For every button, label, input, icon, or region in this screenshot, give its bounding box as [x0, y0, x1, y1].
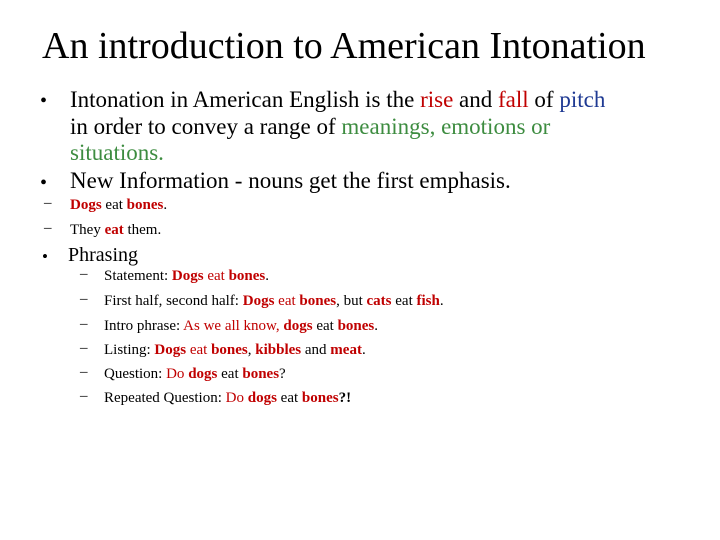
rise-word: rise	[420, 87, 454, 112]
dash-marker: –	[80, 266, 88, 282]
emphasis-word: dogs	[283, 318, 313, 334]
emphasis-word: bones	[242, 366, 280, 382]
example-they-eat-them	[70, 221, 161, 239]
emphasis-word: bones	[337, 318, 375, 334]
text-segment: eat	[203, 268, 229, 284]
meanings-phrase: meanings, emotions or	[341, 114, 551, 139]
dash-marker: –	[80, 388, 88, 404]
phrasing-statement	[104, 267, 269, 285]
emphasis-word: Dogs	[154, 342, 187, 358]
item-label: Intro phrase:	[104, 318, 184, 334]
emphasis-word: bones	[299, 293, 337, 309]
bullet-intonation-line1	[70, 87, 605, 113]
example-dogs-eat-bones	[70, 196, 167, 214]
bullet-marker: •	[40, 90, 48, 112]
bullet-intonation-line3	[70, 140, 164, 166]
dash-marker: –	[80, 340, 88, 356]
slide-title: An introduction to American Intonation	[42, 25, 646, 67]
emphasis-word: bones	[228, 268, 266, 284]
emphasis-word: eat	[104, 222, 124, 238]
text-segment: ?	[279, 366, 286, 382]
situations-word: situations.	[70, 140, 164, 165]
text-segment: and	[453, 87, 498, 112]
emphasis-word: meat	[330, 342, 362, 358]
intro-phrase: As we all know,	[183, 318, 284, 334]
pitch-word: pitch	[559, 87, 606, 112]
dash-marker: –	[80, 364, 88, 380]
fall-word: fall	[498, 87, 529, 112]
text-segment: eat	[217, 366, 243, 382]
item-label: First half, second half:	[104, 293, 243, 309]
emphasis-word: Dogs	[242, 293, 275, 309]
text-segment: them.	[123, 222, 162, 238]
item-label: Question:	[104, 366, 167, 382]
phrasing-intro	[104, 317, 378, 335]
emphasis-word: Dogs	[70, 197, 102, 213]
text-segment: in order to convey a range of	[70, 114, 342, 139]
item-label: Statement:	[104, 268, 172, 284]
emphasis-word: Dogs	[171, 268, 204, 284]
emphasis-word: bones	[211, 342, 248, 358]
text-segment: .	[163, 197, 168, 213]
text-segment: eat	[276, 390, 302, 406]
emphasis-word: fish	[416, 293, 440, 309]
emphasis-word: dogs	[247, 390, 277, 406]
bullet-new-information: New Information - nouns get the first emphasis.	[70, 168, 511, 193]
text-segment: eat	[391, 293, 417, 309]
dash-marker: –	[44, 220, 52, 236]
text-segment: and	[301, 342, 331, 358]
bullet-phrasing: Phrasing	[68, 244, 138, 266]
text-segment: eat	[274, 293, 300, 309]
emphasis-word: cats	[366, 293, 392, 309]
text-segment: .	[439, 293, 444, 309]
dash-marker: –	[80, 316, 88, 332]
item-label: Listing:	[104, 342, 155, 358]
text-segment: ,	[247, 342, 256, 358]
text-segment: ?!	[338, 390, 352, 406]
emphasis-word: bones	[301, 390, 339, 406]
text-segment: eat	[312, 318, 338, 334]
bullet-marker: •	[42, 247, 48, 266]
emphasis-word: dogs	[188, 366, 218, 382]
emphasis-word: kibbles	[255, 342, 302, 358]
text-segment: Intonation in American English is the	[70, 87, 421, 112]
text-segment: eat	[101, 197, 127, 213]
phrasing-question	[104, 365, 286, 383]
text-segment: Do	[225, 390, 248, 406]
emphasis-word: bones	[126, 197, 164, 213]
text-segment: .	[265, 268, 269, 284]
text-segment: .	[374, 318, 379, 334]
text-segment: eat	[186, 342, 212, 358]
text-segment: , but	[336, 293, 367, 309]
text-segment: of	[528, 87, 560, 112]
text-segment: .	[361, 342, 366, 358]
phrasing-repeated-question	[104, 389, 351, 407]
bullet-intonation-line2	[70, 114, 550, 140]
bullet-marker: •	[40, 172, 48, 194]
dash-marker: –	[44, 195, 52, 211]
item-label: Repeated Question:	[104, 390, 226, 406]
phrasing-first-half	[104, 292, 444, 310]
phrasing-listing	[104, 341, 366, 359]
dash-marker: –	[80, 291, 88, 307]
text-segment: They	[70, 222, 105, 238]
text-segment: Do	[166, 366, 189, 382]
